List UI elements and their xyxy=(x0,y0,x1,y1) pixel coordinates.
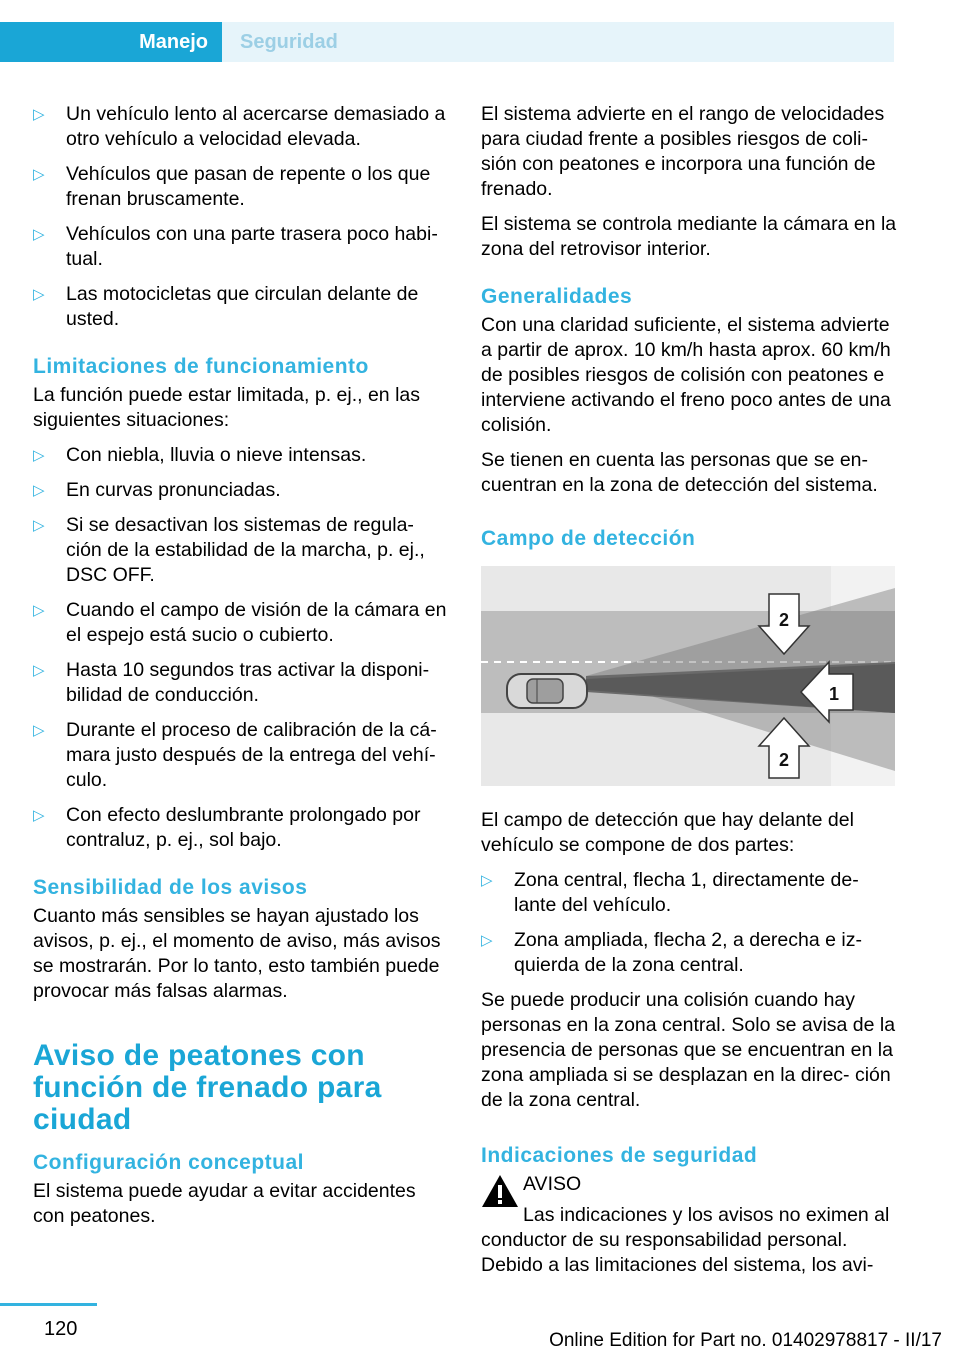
triangle-bullet-icon: ▷ xyxy=(481,872,493,889)
svg-text:2: 2 xyxy=(778,610,790,630)
triangle-bullet-icon: ▷ xyxy=(33,602,45,619)
campo-heading: Campo de detección xyxy=(481,527,696,550)
triangle-bullet-icon: ▷ xyxy=(33,226,45,243)
sensibilidad-heading: Sensibilidad de los avisos xyxy=(33,876,308,899)
list-item: ▷ Con efecto deslumbrante prolongado por contraluz, p. ej., sol bajo. xyxy=(33,804,421,851)
warning-text: Las indicaciones y los avisos no eximen al conductor de su responsabilidad personal. Debido a las limitaciones del sistema, los avi‐ xyxy=(481,1204,890,1276)
list-item: ▷ Si se desactivan los sistemas de regula‐ ción de la estabilidad de la marcha, p. ej., DSC OFF. xyxy=(33,514,425,586)
list-item: ▷ En curvas pronunciadas. xyxy=(33,479,281,501)
colision-text: Se puede producir una colisión cuando hay personas en la zona central. Solo se avisa de la presencia de personas que se encuentran en la zona ampliada si se desplazan en la direc‐ ción de la zona central. xyxy=(481,989,896,1111)
triangle-bullet-icon: ▷ xyxy=(33,482,45,499)
warning-triangle-icon xyxy=(481,1174,519,1208)
limitaciones-heading: Limitaciones de funcionamiento xyxy=(33,355,369,378)
limitaciones-text: La función puede estar limitada, p. ej., en las siguientes situaciones: xyxy=(33,384,420,431)
header-bar xyxy=(0,0,960,62)
triangle-bullet-icon: ▷ xyxy=(33,662,45,679)
intro-paragraph-1: El sistema advierte en el rango de velocidades para ciudad frente a posibles riesgos de coli‐ sión con peatones e incorpora una función de frenado. xyxy=(481,103,885,200)
right-column xyxy=(481,102,899,1288)
car-icon xyxy=(507,674,587,708)
list-item: ▷ Las motocicletas que circulan delante de usted. xyxy=(33,283,419,330)
campo-list xyxy=(481,868,899,978)
list-item: ▷ Con niebla, lluvia o nieve intensas. xyxy=(33,444,367,466)
list-item: ▷ Cuando el campo de visión de la cámara en el espejo está sucio o cubierto. xyxy=(33,599,447,646)
warning-box xyxy=(481,1172,899,1197)
triangle-bullet-icon: ▷ xyxy=(33,106,45,123)
list-item: ▷ Vehículos con una parte trasera poco habi‐ tual. xyxy=(33,223,438,270)
warning-title: AVISO xyxy=(523,1173,582,1195)
list-item: ▷ Vehículos que pasan de repente o los que frenan bruscamente. xyxy=(33,163,431,210)
triangle-bullet-icon: ▷ xyxy=(33,286,45,303)
svg-text:2: 2 xyxy=(778,750,790,770)
edition-note: Online Edition for Part no. 01402978817 - II/17 xyxy=(549,1330,942,1351)
list-item: ▷ Zona ampliada, flecha 2, a derecha e iz‐ quierda de la zona central. xyxy=(481,929,862,976)
situations-list xyxy=(33,102,451,332)
intro-paragraph-2: El sistema se controla mediante la cámara en la zona del retrovisor interior. xyxy=(481,213,897,260)
campo-text: El campo de detección que hay delante del vehículo se compone de dos partes: xyxy=(481,809,854,856)
sensibilidad-text: Cuanto más sensibles se hayan ajustado los avisos, p. ej., el momento de aviso, más avisos se mostrarán. Por lo tanto, esto también puede provocar más falsas alarmas. xyxy=(33,905,441,1002)
list-item: ▷ Hasta 10 segundos tras activar la disponi‐ bilidad de conducción. xyxy=(33,659,430,706)
generalidades-heading: Generalidades xyxy=(481,285,633,308)
generalidades-paragraph-1: Con una claridad suficiente, el sistema advierte a partir de aprox. 10 km/h hasta aprox. 60 km/h de posibles riesgos de colisión con peatones e interviene activando el freno poco antes de una colisión. xyxy=(481,314,891,436)
triangle-bullet-icon: ▷ xyxy=(481,932,493,949)
list-item: ▷ Zona central, flecha 1, directamente de‐ lante del vehículo. xyxy=(481,869,859,916)
triangle-bullet-icon: ▷ xyxy=(33,807,45,824)
triangle-bullet-icon: ▷ xyxy=(33,447,45,464)
section-title: Aviso de peatones con función de frenado para ciudad xyxy=(33,1039,382,1136)
config-text: El sistema puede ayudar a evitar accidentes con peatones. xyxy=(33,1180,416,1227)
tab-seguridad[interactable]: Seguridad xyxy=(222,22,894,62)
triangle-bullet-icon: ▷ xyxy=(33,166,45,183)
triangle-bullet-icon: ▷ xyxy=(33,517,45,534)
seguridad-heading: Indicaciones de seguridad xyxy=(481,1144,758,1167)
detection-field-diagram xyxy=(481,566,895,786)
generalidades-paragraph-2: Se tienen en cuenta las personas que se en‐ cuentran en la zona de detección del sistema. xyxy=(481,449,878,496)
tab-manejo[interactable]: Manejo xyxy=(0,22,222,62)
limitaciones-list xyxy=(33,443,451,853)
footer-divider xyxy=(0,1303,97,1306)
triangle-bullet-icon: ▷ xyxy=(33,722,45,739)
list-item: ▷ Durante el proceso de calibración de la cá‐ mara justo después de la entrega del vehí‐ culo. xyxy=(33,719,437,791)
config-heading: Configuración conceptual xyxy=(33,1151,305,1174)
svg-text:1: 1 xyxy=(828,684,840,704)
left-column xyxy=(33,102,451,1239)
list-item: ▷ Un vehículo lento al acercarse demasiado a otro vehículo a velocidad elevada. xyxy=(33,103,446,150)
page-number: 120 xyxy=(44,1318,78,1340)
